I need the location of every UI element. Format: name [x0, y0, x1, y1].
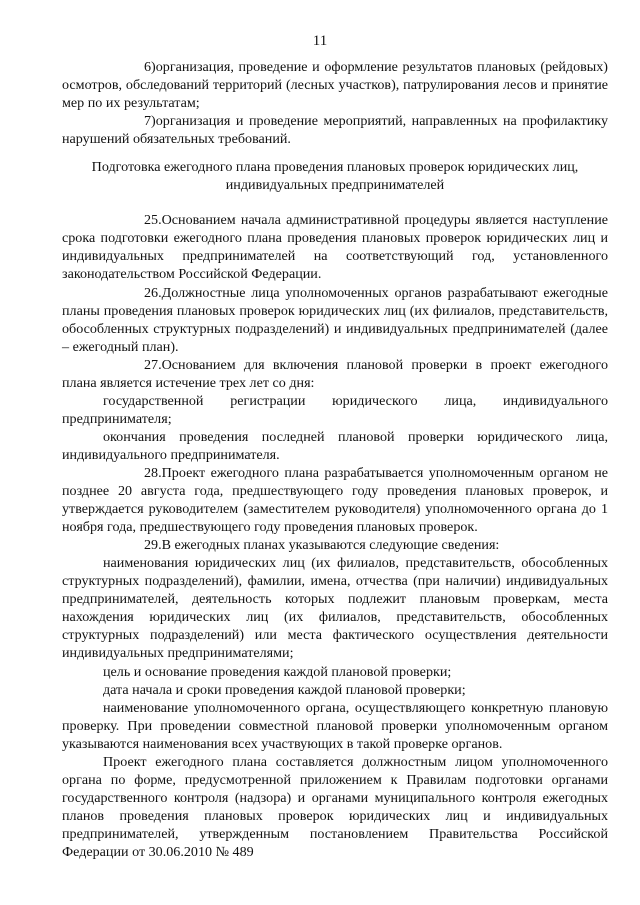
paragraph-text: Основанием для включения плановой проверки в проект ежегодного плана является истечение трех лет со дня:	[62, 356, 608, 391]
paragraph-27	[62, 356, 608, 392]
paragraph-text: Проект ежегодного плана разрабатывается уполномоченным органом не позднее 20 августа года, предшествующего году проведения плановых проверок, и утверждается руководителем (заместителем руководителя) уполномоченного органа до 1 ноября года, предшествующего году проведения плановых проверок.	[62, 464, 608, 536]
paragraph-29	[62, 536, 608, 554]
paragraph-text: организация и проведение мероприятий, направленных на профилактику нарушений обязательных требований.	[62, 113, 608, 148]
paragraph-26	[62, 284, 608, 356]
paragraph-plan-form: Проект ежегодного плана составляется должностным лицом уполномоченного органа по форме, предусмотренной приложением к Правилам подготовки органами государственного контроля (надзора) и органами муниципального контроля ежегодных планов проведения плановых проверок юридических лиц и индивидуальных предпринимателей, утвержденным постановлением Правительства Российской Федерации от 30.06.2010 № 489	[62, 753, 608, 860]
section-heading: Подготовка ежегодного плана проведения плановых проверок юридических лиц, индивидуальных предпринимателей	[91, 159, 579, 194]
paragraph-number: 28.	[144, 464, 162, 481]
paragraph-text: Основанием начала административной процедуры является наступление срока подготовки ежегодного плана проведения плановых проверок юридических лиц и индивидуальных предпринимателей на соответствующий год, установленного законодательством Российской Федерации.	[62, 212, 608, 283]
paragraph-number: 27.	[144, 356, 162, 373]
paragraph-27-item-1: государственной регистрации юридического лица, индивидуального предпринимателя;	[62, 392, 608, 427]
item-number: 7)	[144, 113, 156, 130]
paragraph-item-7	[62, 112, 608, 148]
document-body	[62, 58, 608, 861]
paragraph-29-item-3: дата начала и сроки проведения каждой плановой проверки;	[103, 681, 466, 698]
paragraph-29-item-4: наименование уполномоченного органа, осуществляющего конкретную плановую проверку. При проведении совместной плановой проверки уполномоченным органом указываются наименования всех участвующих в такой проверке органов.	[62, 699, 608, 752]
paragraph-item-6	[62, 58, 608, 112]
paragraph-25	[62, 211, 608, 283]
paragraph-number: 25.	[144, 212, 162, 229]
paragraph-text: Должностные лица уполномоченных органов разрабатывают ежегодные планы проведения плановых проверок юридических лиц (их филиалов, представительств, обособленных структурных подразделений) и индивидуальных предпринимателей (далее – ежегодный план).	[62, 284, 608, 355]
paragraph-text: организация, проведение и оформление результатов плановых (рейдовых) осмотров, обследований территорий (лесных участков), патрулирования лесов и принятие мер по их результатам;	[62, 59, 608, 112]
paragraph-28	[62, 464, 608, 536]
paragraph-29-item-1: наименования юридических лиц (их филиалов, представительств, обособленных структурных подразделений), фамилии, имена, отчества (при наличии) индивидуальных предпринимателей, деятельность которых подлежит плановым проверкам, места нахождения юридических лиц (их филиалов, представительств, обособленных структурных подразделений) или места фактического осуществления деятельности индивидуальных предпринимателями;	[62, 555, 608, 662]
item-number: 6)	[144, 59, 156, 75]
paragraph-27-item-2: окончания проведения последней плановой проверки юридического лица, индивидуального предпринимателя.	[62, 428, 608, 463]
paragraph-text: В ежегодных планах указываются следующие сведения:	[161, 537, 500, 554]
paragraph-number: 29.	[144, 537, 162, 554]
page-number: 11	[312, 33, 328, 49]
paragraph-number: 26.	[144, 284, 162, 301]
paragraph-29-item-2: цель и основание проведения каждой плановой проверки;	[103, 663, 452, 680]
